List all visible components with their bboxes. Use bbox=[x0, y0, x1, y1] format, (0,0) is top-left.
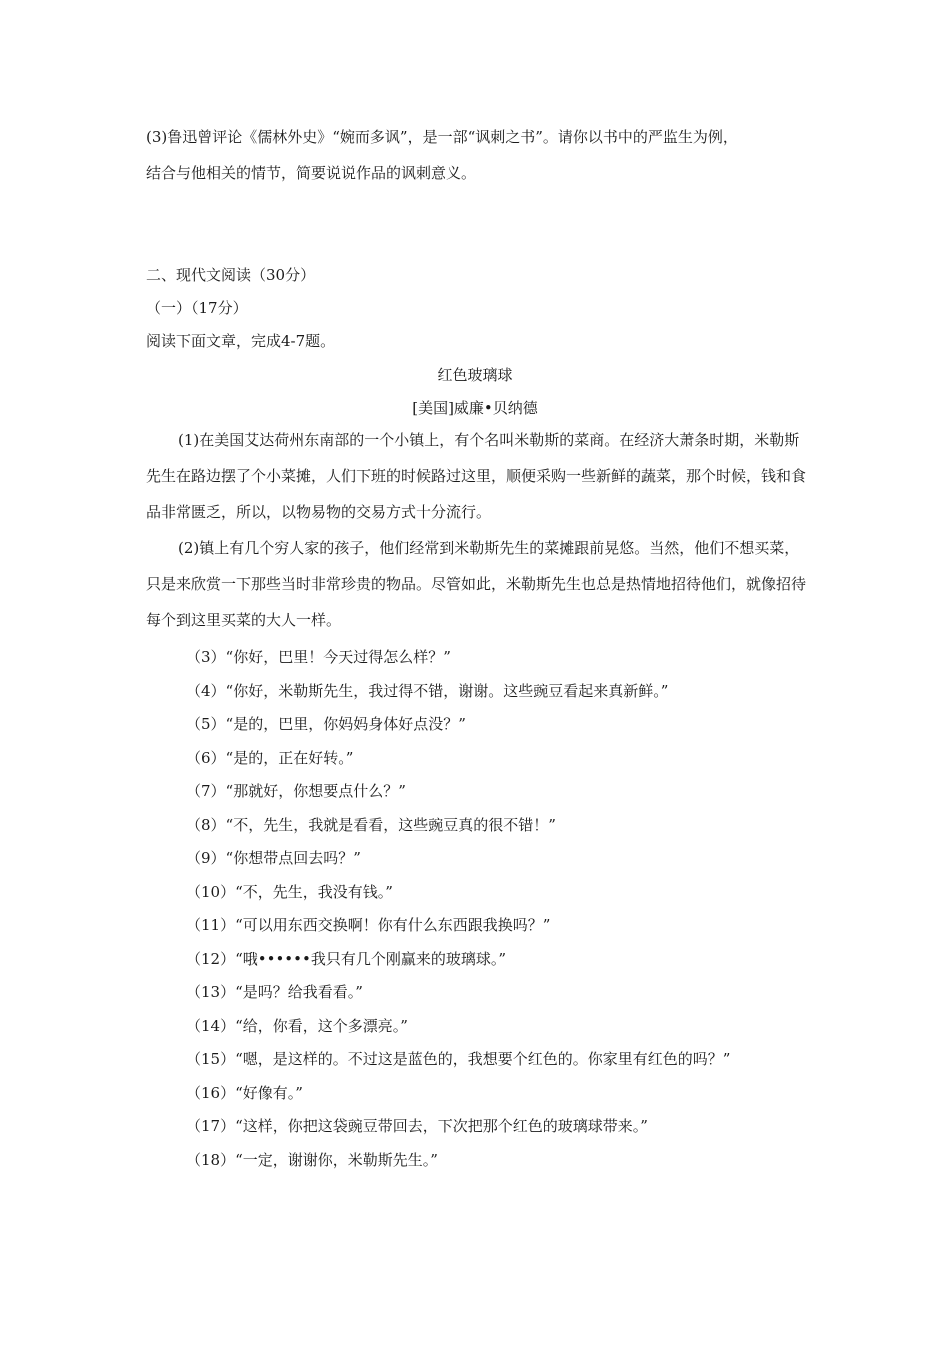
dialogue-line: （15）“嗯，是这样的。不过这是蓝色的，我想要个红色的。你家里有红色的吗？” bbox=[186, 1050, 731, 1068]
section-heading: 二、现代文阅读（30分） bbox=[146, 266, 316, 284]
paragraph-1: (1)在美国艾达荷州东南部的一个小镇上，有个名叫米勒斯的菜商。在经济大萧条时期，米勒斯先生在路边摆了个小菜摊，人们下班的时候路过这里，顺便采购一些新鲜的蔬菜，那个时候，钱和食品非常匮乏，所以，以物易物的交易方式十分流行。 bbox=[146, 431, 807, 521]
dialogue-line: （12）“哦••••••我只有几个刚赢来的玻璃球。” bbox=[186, 950, 507, 968]
dialogue-line: （17）“这样，你把这袋豌豆带回去，下次把那个红色的玻璃球带来。” bbox=[186, 1117, 648, 1135]
dialogue-line: （16）“好像有。” bbox=[186, 1084, 303, 1102]
article-author: [美国]威廉•贝纳德 bbox=[412, 399, 538, 417]
dialogue-line: （9）“你想带点回去吗？” bbox=[186, 849, 361, 867]
dialogue-line: （8）“不，先生，我就是看看，这些豌豆真的很不错！” bbox=[186, 816, 556, 834]
dialogue-line: （3）“你好，巴里！今天过得怎么样？” bbox=[186, 648, 451, 666]
dialogue-line: （14）“给，你看，这个多漂亮。” bbox=[186, 1017, 408, 1035]
dialogue-line: （4）“你好，米勒斯先生，我过得不错，谢谢。这些豌豆看起来真新鲜。” bbox=[186, 682, 669, 700]
dialogue-line: （18）“一定，谢谢你，米勒斯先生。” bbox=[186, 1151, 438, 1169]
question-3-line-1: (3)鲁迅曾评论《儒林外史》“婉而多讽”，是一部“讽刺之书”。请你以书中的严监生为例， bbox=[146, 128, 738, 146]
article-title: 红色玻璃球 bbox=[437, 366, 513, 384]
reading-instruction: 阅读下面文章，完成4-7题。 bbox=[146, 332, 336, 350]
dialogue-line: （7）“那就好，你想要点什么？” bbox=[186, 782, 406, 800]
paragraph-2: (2)镇上有几个穷人家的孩子，他们经常到米勒斯先生的菜摊跟前晃悠。当然，他们不想买菜，只是来欣赏一下那些当时非常珍贵的物品。尽管如此，米勒斯先生也总是热情地招待他们，就像招待每个到这里买菜的大人一样。 bbox=[146, 539, 807, 629]
dialogue-line: （5）“是的，巴里，你妈妈身体好点没？” bbox=[186, 715, 466, 733]
question-3-line-2: 结合与他相关的情节，简要说说作品的讽刺意义。 bbox=[146, 164, 477, 182]
dialogue-line: （13）“是吗？给我看看。” bbox=[186, 983, 363, 1001]
dialogue-line: （11）“可以用东西交换啊！你有什么东西跟我换吗？” bbox=[186, 916, 551, 934]
dialogue-line: （10）“不，先生，我没有钱。” bbox=[186, 883, 393, 901]
subsection-heading: （一）（17分） bbox=[146, 299, 248, 317]
dialogue-line: （6）“是的，正在好转。” bbox=[186, 749, 354, 767]
